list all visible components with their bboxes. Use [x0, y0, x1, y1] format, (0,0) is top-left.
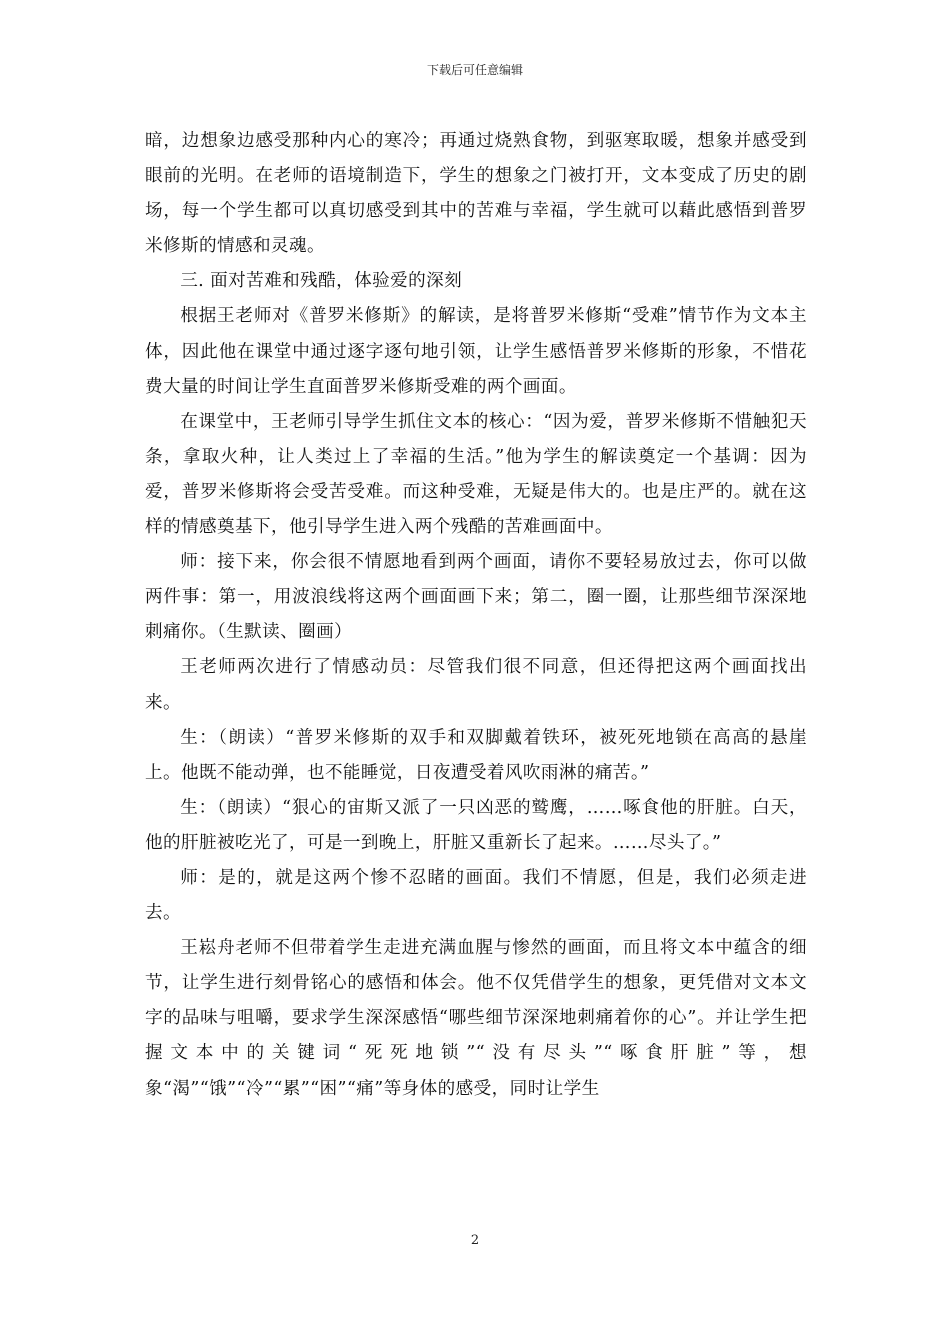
paragraph: 王崧舟老师不但带着学生走进充满血腥与惨然的画面，而且将文本中蕴含的细节，让学生进行刻骨铭心的感悟和体会。他不仅凭借学生的想象，更凭借对文本文字的品味与咀嚼，要求学生深深感悟“哪些细节深深地刺痛着你的心”。并让学生把握文本中的关键词“死死地锁”“没有尽头”“啄食肝脏”等，想象“渴”“饿”“冷”“累”“困”“痛”等身体的感受，同时让学生 — [145, 938, 807, 1099]
paragraph: 根据王老师对《普罗米修斯》的解读，是将普罗米修斯“受难”情节作为文本主体，因此他在课堂中通过逐字逐句地引领，让学生感悟普罗米修斯的形象，不惜花费大量的时间让学生直面普罗米修斯受难的两个画面。 — [145, 306, 807, 397]
document-body — [145, 124, 807, 1107]
paragraph-student-reading: 生：（朗读）“普罗米修斯的双手和双脚戴着铁环，被死死地锁在高高的悬崖上。他既不能动弹，也不能睡觉，日夜遭受着风吹雨淋的痛苦。” — [145, 727, 807, 783]
paragraph-continuation: 暗，边想象边感受那种内心的寒冷；再通过烧熟食物，到驱寒取暖，想象并感受到眼前的光明。在老师的语境制造下，学生的想象之门被打开，文本变成了历史的剧场，每一个学生都可以真切感受到其中的苦难与幸福，学生就可以藉此感悟到普罗米修斯的情感和灵魂。 — [145, 131, 807, 257]
paragraph: 在课堂中，王老师引导学生抓住文本的核心：“因为爱，普罗米修斯不惜触犯天条，拿取火种，让人类过上了幸福的生活。”他为学生的解读奠定一个基调：因为爱，普罗米修斯将会受苦受难。而这种受难，无疑是伟大的。也是庄严的。就在这样的情感奠基下，他引导学生进入两个残酷的苦难画面中。 — [145, 411, 807, 538]
paragraph: 王老师两次进行了情感动员：尽管我们很不同意，但还得把这两个画面找出来。 — [145, 657, 807, 713]
paragraph-teacher-dialogue: 师：接下来，你会很不情愿地看到两个画面，请你不要轻易放过去，你可以做两件事：第一，用波浪线将这两个画面画下来；第二，圈一圈，让那些细节深深地刺痛你。（生默读、圈画） — [145, 552, 807, 643]
paragraph-teacher-dialogue: 师：是的，就是这两个惨不忍睹的画面。我们不情愿，但是，我们必须走进去。 — [145, 867, 807, 924]
page-header: 下载后可任意编辑 — [426, 63, 523, 77]
paragraph-student-reading: 生：（朗读）“狠心的宙斯又派了一只凶恶的鹫鹰，……啄食他的肝脏。白天，他的肝脏被吃光了，可是一到晚上，肝脏又重新长了起来。……尽头了。” — [145, 797, 807, 853]
section-heading: 三. 面对苦难和残酷，体验爱的深刻 — [180, 271, 463, 292]
page-number: 2 — [470, 1233, 480, 1248]
